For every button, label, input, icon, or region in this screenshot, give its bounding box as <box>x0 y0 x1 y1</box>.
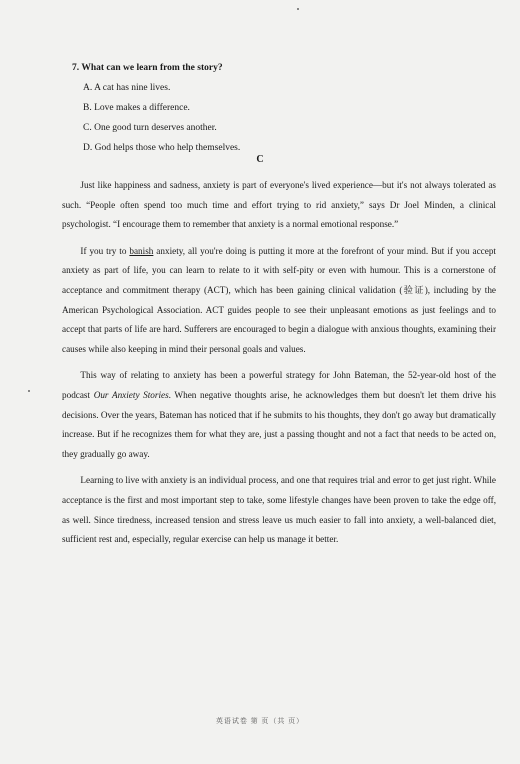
paragraph-1: Just like happiness and sadness, anxiety is part of everyone's lived experience—but it's not always tolerated as such. “People often spend too much time and effort trying to rid anxiety,” says Dr Joel Minden, a clinical psychologist. “I encourage them to remember that anxiety is a normal emotional response.” <box>62 180 496 230</box>
underlined-word: banish <box>129 245 154 256</box>
scan-speck <box>28 390 30 392</box>
reading-passage <box>62 176 496 557</box>
question-7 <box>72 58 492 158</box>
paragraph-3-text: This way of relating to anxiety has been a powerful strategy for John Bateman, the 52-year-old host of the podcast <box>62 370 496 400</box>
section-label: C <box>256 154 264 165</box>
option-d: D. God helps those who help themselves. <box>83 143 241 153</box>
scan-speck <box>297 8 299 10</box>
option-c: C. One good turn deserves another. <box>83 123 217 133</box>
paragraph-2-text: If you try to <box>80 245 130 256</box>
question-stem: 7. What can we learn from the story? <box>72 63 223 73</box>
paragraph-4: Learning to live with anxiety is an individual process, and one that requires trial and error to get just right. While acceptance is the first and most important step to take, some lifestyle changes have been proven to take the edge off, as well. Since tiredness, increased tension and stress leave us much easier to fall into anxiety, a well-balanced diet, sufficient rest and, especially, regular exercise can help us manage it better. <box>62 475 496 545</box>
paragraph-3-text-cont: . When negative thoughts arise, he acknowledges them but doesn't let them drive his decisions. Over the years, Bateman has noticed that if he submits to his thoughts, they don't go away but dramatically increase. But if he recognizes them for what they are, just a passing thought and not a fact that needs to be acted on, they gradually go away. <box>62 389 496 459</box>
option-a: A. A cat has nine lives. <box>83 83 171 93</box>
paragraph-3 <box>62 366 496 464</box>
page-footer: 英语试卷 第 页（共 页） <box>215 717 305 725</box>
podcast-title: Our Anxiety Stories <box>93 389 169 400</box>
paragraph-2 <box>62 242 496 360</box>
option-b: B. Love makes a difference. <box>83 103 190 113</box>
paragraph-2-text-cont: anxiety, all you're doing is putting it more at the forefront of your mind. But if you accept anxiety as part of life, you can learn to relate to it with self-pity or even with humour. This is a cornerstone of acceptance and commitment therapy (ACT), which has been gaining clinical validation (验证), including by the American Psychological Association. ACT guides people to see their unpleasant emotions as just feelings and to accept that parts of life are hard. Sufferers are encouraged to begin a dialogue with anxious thoughts, examining their causes while also keeping in mind their personal goals and values. <box>62 245 496 354</box>
